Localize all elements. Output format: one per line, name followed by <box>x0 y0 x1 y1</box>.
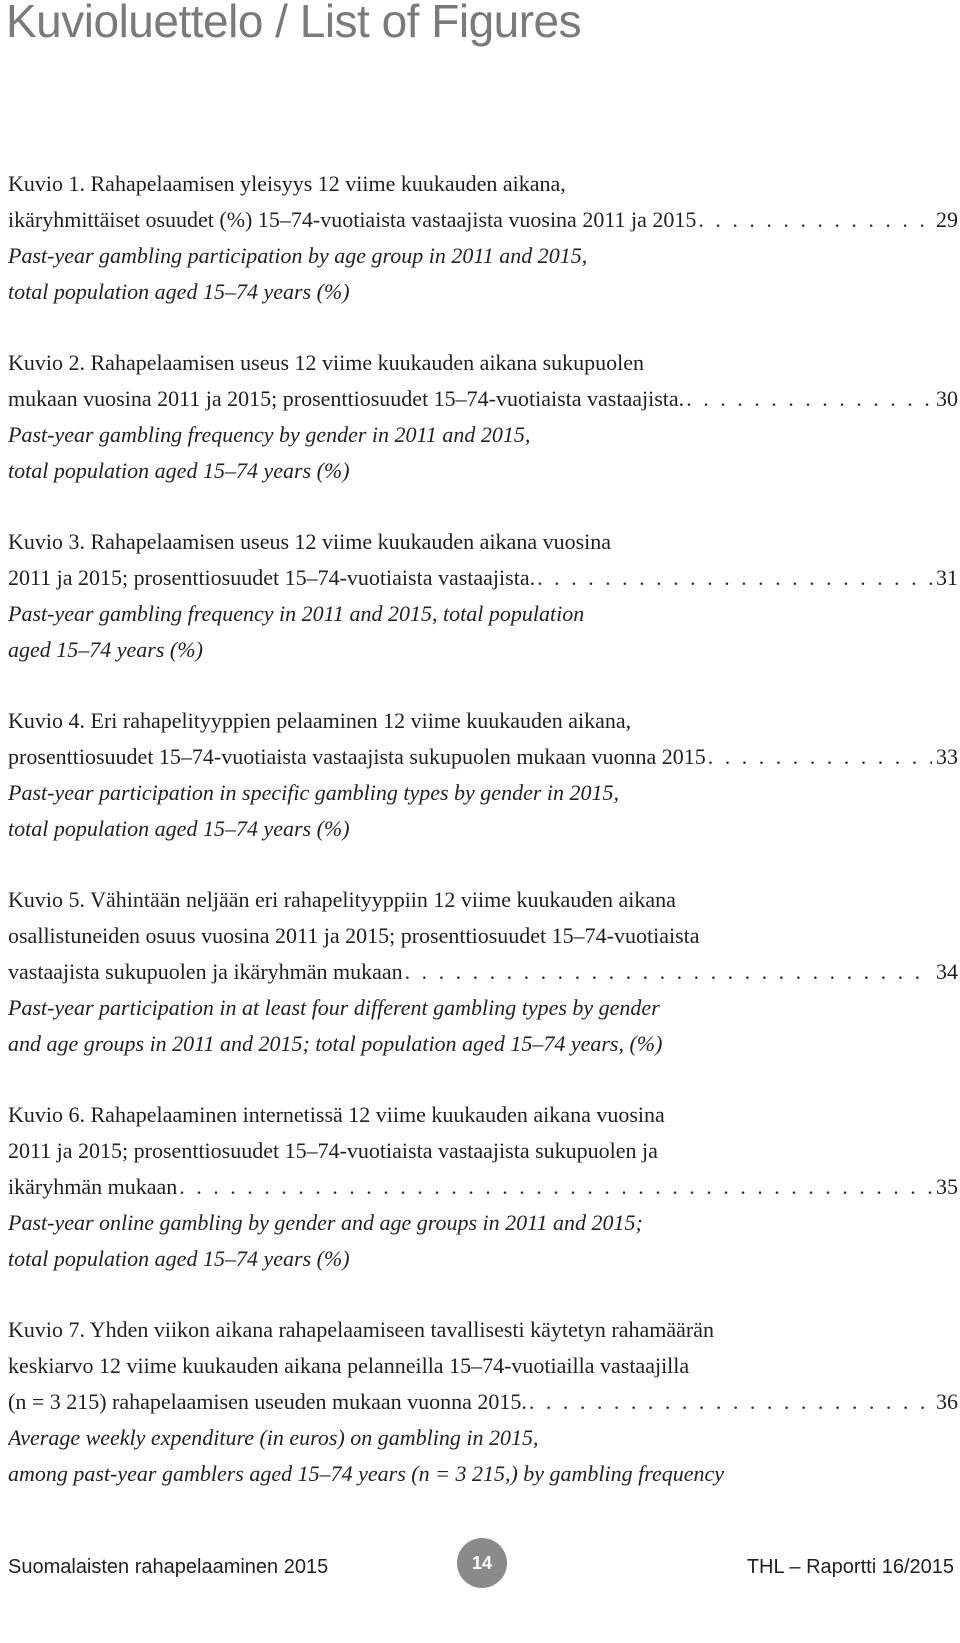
figure-english-caption-line: aged 15–74 years (%) <box>8 637 203 662</box>
figure-caption-line: 2011 ja 2015; prosenttiosuudet 15–74-vuotiaista vastaajista sukupuolen ja <box>8 1138 658 1163</box>
page-title: Kuvioluettelo / List of Figures <box>6 0 582 47</box>
figure-entry <box>8 882 958 1062</box>
page-reference[interactable]: 36 <box>936 1389 958 1414</box>
figure-caption-line: Kuvio 4. Eri rahapelityyppien pelaaminen 12 viime kuukauden aikana, <box>8 708 632 733</box>
figure-caption-line: Kuvio 6. Rahapelaaminen internetissä 12 viime kuukauden aikana vuosina <box>8 1102 665 1127</box>
page-reference[interactable]: 34 <box>936 959 958 984</box>
figure-entry <box>8 345 958 489</box>
dot-leader <box>708 739 932 775</box>
figure-english-caption-line: Average weekly expenditure (in euros) on gambling in 2015, <box>8 1425 539 1450</box>
figure-entry <box>8 1097 958 1277</box>
page-reference[interactable]: 31 <box>936 565 958 590</box>
figure-caption-line: 2011 ja 2015; prosenttiosuudet 15–74-vuotiaista vastaajista. <box>8 565 536 590</box>
dot-leader <box>179 1169 932 1205</box>
figure-english-caption-line: total population aged 15–74 years (%) <box>8 458 350 483</box>
figure-english-caption-line: and age groups in 2011 and 2015; total population aged 15–74 years, (%) <box>8 1031 663 1056</box>
figure-caption-line: Kuvio 2. Rahapelaamisen useus 12 viime kuukauden aikana sukupuolen <box>8 350 645 375</box>
page-reference[interactable]: 33 <box>936 744 958 769</box>
dot-leader <box>698 202 932 238</box>
figure-caption-line: osallistuneiden osuus vuosina 2011 ja 2015; prosenttiosuudet 15–74-vuotiaista <box>8 923 700 948</box>
figure-caption-line: prosenttiosuudet 15–74-vuotiaista vastaajista sukupuolen mukaan vuonna 2015 <box>8 744 706 769</box>
figure-english-caption-line: Past-year participation in at least four different gambling types by gender <box>8 995 660 1020</box>
figure-leader-line <box>8 202 958 238</box>
figure-entry <box>8 166 958 310</box>
page-number-badge: 14 <box>457 1538 507 1588</box>
footer-publication-title: Suomalaisten rahapelaaminen 2015 <box>8 1556 329 1578</box>
figure-english-caption-line: Past-year participation in specific gambling types by gender in 2015, <box>8 780 620 805</box>
figure-english-caption-line: Past-year gambling participation by age group in 2011 and 2015, <box>8 243 588 268</box>
figure-english-caption-line: among past-year gamblers aged 15–74 years (n = 3 215,) by gambling frequency <box>8 1461 725 1486</box>
page-reference[interactable]: 29 <box>936 207 958 232</box>
figure-leader-line <box>8 739 958 775</box>
figure-list <box>8 166 958 1527</box>
figure-caption-line: Kuvio 7. Yhden viikon aikana rahapelaamiseen tavallisesti käytetyn rahamäärän <box>8 1317 714 1342</box>
figure-caption-line: Kuvio 3. Rahapelaamisen useus 12 viime kuukauden aikana vuosina <box>8 529 612 554</box>
figure-leader-line <box>8 954 958 990</box>
figure-caption-line: ikäryhmän mukaan <box>8 1174 178 1199</box>
page-reference[interactable]: 35 <box>936 1174 958 1199</box>
figure-leader-line <box>8 1169 958 1205</box>
page-reference[interactable]: 30 <box>936 386 958 411</box>
figure-english-caption-line: Past-year online gambling by gender and age groups in 2011 and 2015; <box>8 1210 643 1235</box>
figure-english-caption-line: total population aged 15–74 years (%) <box>8 1246 350 1271</box>
figure-entry <box>8 524 958 668</box>
figure-caption-line: Kuvio 5. Vähintään neljään eri rahapelityyppiin 12 viime kuukauden aikana <box>8 887 676 912</box>
figure-caption-line: ikäryhmittäiset osuudet (%) 15–74-vuotiaista vastaajista vuosina 2011 ja 2015 <box>8 207 697 232</box>
figure-caption-line: (n = 3 215) rahapelaamisen useuden mukaan vuonna 2015. <box>8 1389 527 1414</box>
figure-english-caption-line: Past-year gambling frequency in 2011 and 2015, total population <box>8 601 585 626</box>
footer-report-id: THL – Raportti 16/2015 <box>746 1556 954 1578</box>
dot-leader <box>529 1384 932 1420</box>
figure-english-caption-line: total population aged 15–74 years (%) <box>8 279 350 304</box>
figure-caption-line: keskiarvo 12 viime kuukauden aikana pelanneilla 15–74-vuotiailla vastaajilla <box>8 1353 690 1378</box>
figure-entry <box>8 703 958 847</box>
figure-english-caption-line: total population aged 15–74 years (%) <box>8 816 350 841</box>
page-footer <box>0 1532 960 1602</box>
dot-leader <box>405 954 932 990</box>
dot-leader <box>537 560 932 596</box>
figure-leader-line <box>8 1384 958 1420</box>
figure-caption-line: mukaan vuosina 2011 ja 2015; prosenttiosuudet 15–74-vuotiaista vastaajista. <box>8 386 685 411</box>
figure-english-caption-line: Past-year gambling frequency by gender in 2011 and 2015, <box>8 422 531 447</box>
figure-caption-line: Kuvio 1. Rahapelaamisen yleisyys 12 viime kuukauden aikana, <box>8 171 566 196</box>
figure-entry <box>8 1312 958 1492</box>
figure-leader-line <box>8 381 958 417</box>
figure-caption-line: vastaajista sukupuolen ja ikäryhmän mukaan <box>8 959 403 984</box>
dot-leader <box>686 381 932 417</box>
figure-leader-line <box>8 560 958 596</box>
